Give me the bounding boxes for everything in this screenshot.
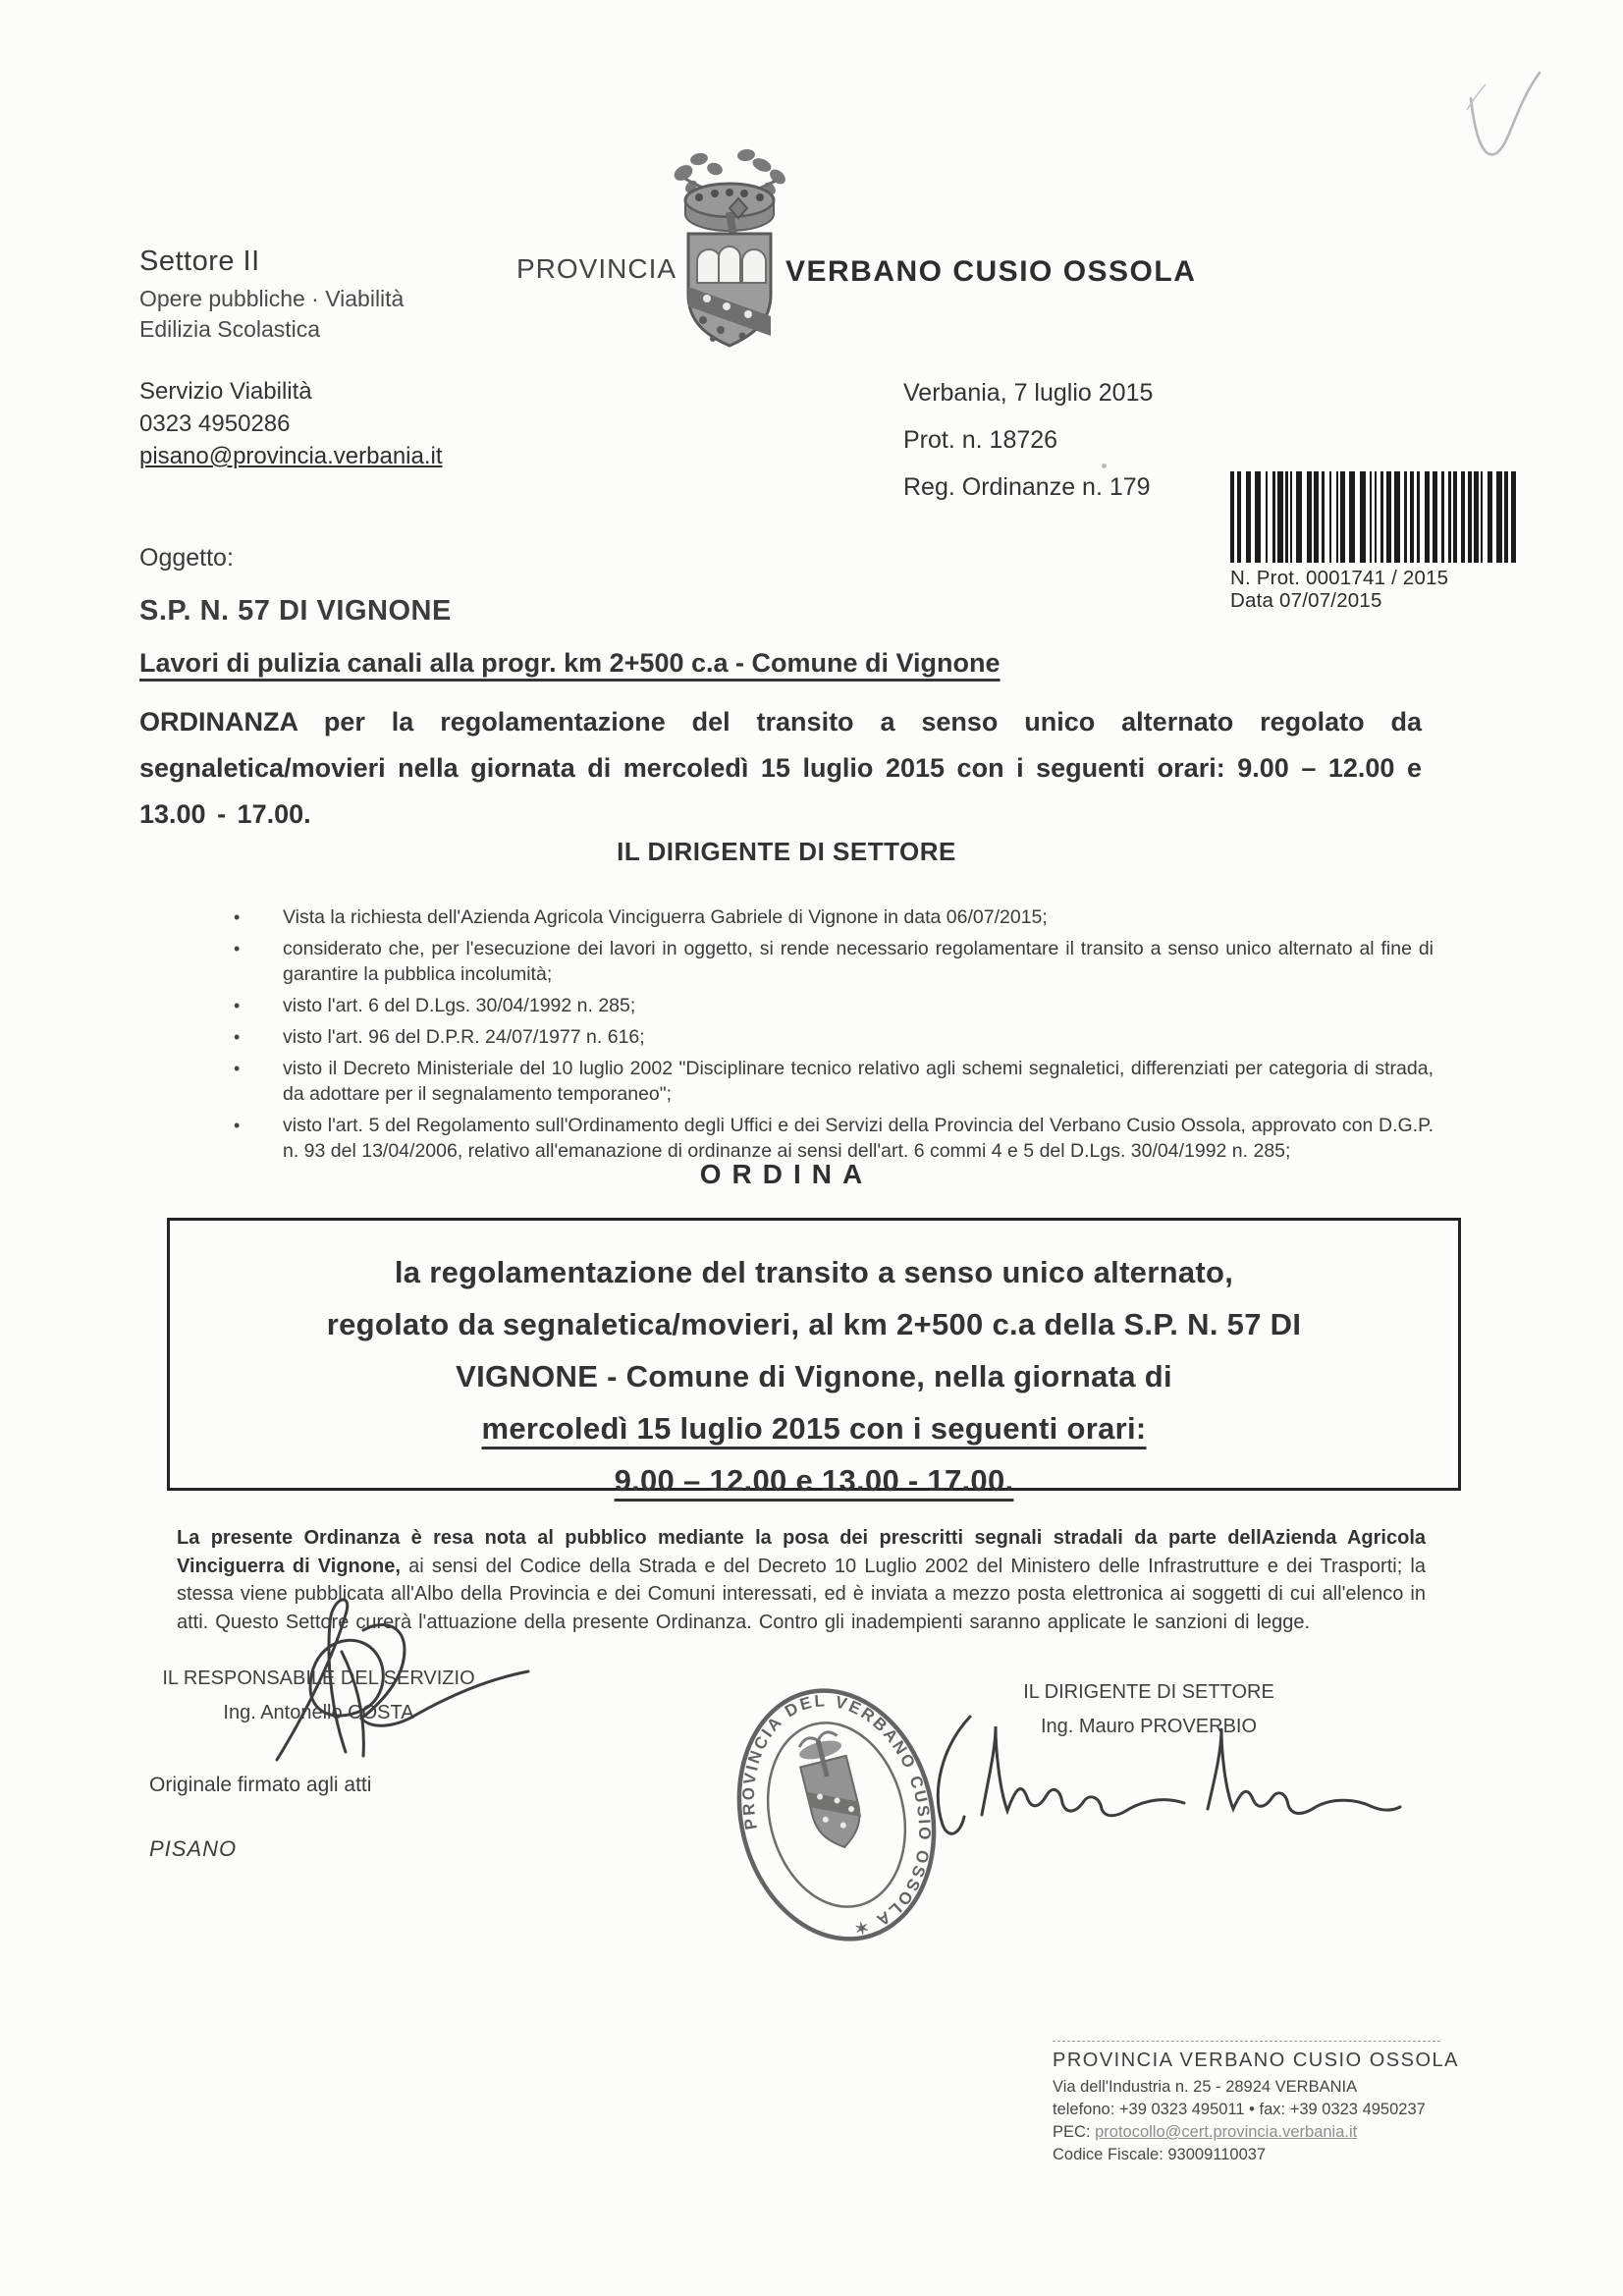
left-signature-name: Ing. Antonello COSTA bbox=[223, 1702, 414, 1723]
order-line4: mercoledì 15 luglio 2015 con i seguenti orari: bbox=[481, 1411, 1147, 1446]
provincia-label: PROVINCIA bbox=[516, 253, 677, 284]
subject-road: S.P. N. 57 DI VIGNONE bbox=[139, 595, 452, 627]
order-line1: la regolamentazione del transito a senso unico alternato, bbox=[394, 1255, 1234, 1289]
sector-block bbox=[139, 246, 404, 345]
premise-item: • visto l'art. 6 del D.Lgs. 30/04/1992 n. 285; bbox=[283, 993, 1434, 1018]
barcode-date-line: Data 07/07/2015 bbox=[1230, 589, 1382, 612]
notice-regular: ai sensi del Codice della Strada e del Decreto 10 Luglio 2002 del Ministero delle Infrastrutture e dei Trasporti; la stessa viene pubblicata all'Albo della Provincia e dei Comuni interessati, ed è inviata a mezzo posta elettronica ai soggetti di cui all'elenco in atti. Questo Settore curerà l'attuazione della presente Ordinanza. Contro gli inadempienti saranno applicate le sanzioni di legge. bbox=[177, 1555, 1426, 1633]
director-heading: IL DIRIGENTE DI SETTORE bbox=[617, 837, 956, 866]
order-box bbox=[167, 1218, 1461, 1498]
footer-pec-label: PEC: bbox=[1053, 2123, 1096, 2141]
footer-divider bbox=[1053, 2041, 1440, 2042]
subject-label: Oggetto: bbox=[139, 544, 234, 572]
protocol-number: Prot. n. 18726 bbox=[903, 426, 1058, 454]
notice-bold: La presente Ordinanza è resa nota al pubblico mediante la posa dei prescritti segnali stradali da parte dellAzienda Agricola Vinciguerra di Vignone, bbox=[177, 1527, 1426, 1577]
scan-speck bbox=[1102, 464, 1107, 468]
footer-address: Via dell'Industria n. 25 - 28924 VERBANIA bbox=[1053, 2078, 1358, 2096]
original-note: Originale firmato agli atti bbox=[149, 1774, 372, 1796]
premise-item: • visto l'art. 5 del Regolamento sull'Ordinamento degli Uffici e dei Servizi della Provincia del Verbano Cusio Ossola, approvato con D.G.P. n. 93 del 13/04/2006, relativo all'emanazione di ordinanze ai sensi dell'art. 6 commi 4 e 5 del D.Lgs. 30/04/1992 n. 285; bbox=[283, 1113, 1434, 1164]
checkmark-icon bbox=[1453, 67, 1546, 180]
footer-pec-line bbox=[1053, 2121, 1524, 2144]
sector-line1: Opere pubbliche · Viabilità bbox=[139, 286, 405, 311]
premise-item: • considerato che, per l'esecuzione dei lavori in oggetto, si rende necessario regolamentare il transito a senso unico alternato al fine di garantire la pubblica incolumità; bbox=[283, 936, 1434, 987]
footer-org: PROVINCIA VERBANO CUSIO OSSOLA bbox=[1053, 2050, 1459, 2071]
footer-pec-link[interactable]: protocollo@cert.provincia.verbania.it bbox=[1095, 2123, 1358, 2141]
right-signature-name: Ing. Mauro PROVERBIO bbox=[1040, 1716, 1258, 1737]
ordinance-intro: ORDINANZA per la regolamentazione del transito a senso unico alternato regolato da segnaletica/movieri nella giornata di mercoledì 15 luglio 2015 con i seguenti orari: 9.00 – 12.00 e 13.00 - 17.00. bbox=[139, 707, 1422, 829]
order-line2: regolato da segnaletica/movieri, al km 2+500 c.a della S.P. N. 57 DI bbox=[326, 1307, 1302, 1341]
province-name: VERBANO CUSIO OSSOLA bbox=[785, 255, 1197, 288]
costa-signature-graphic bbox=[216, 1593, 550, 1779]
meta-block bbox=[903, 379, 1153, 520]
stamp-ring-text: PROVINCIA DEL VERBANO CUSIO OSSOLA ✶ bbox=[738, 1691, 935, 1939]
place-date: Verbania, 7 luglio 2015 bbox=[903, 379, 1154, 407]
subject-works: Lavori di pulizia canali alla progr. km 2+500 c.a - Comune di Vignone bbox=[139, 648, 1001, 678]
contact-phone: 0323 4950286 bbox=[139, 410, 291, 437]
contact-block bbox=[139, 375, 443, 472]
order-line5: 9.00 – 12.00 e 13.00 - 17.00. bbox=[614, 1463, 1014, 1498]
provincial-crest-icon bbox=[656, 143, 803, 355]
premises-list bbox=[283, 904, 1434, 1170]
proverbio-signature-graphic bbox=[913, 1699, 1424, 1856]
author-initials: PISANO bbox=[149, 1836, 238, 1861]
footer-block bbox=[1053, 2041, 1524, 2166]
footer-phones: telefono: +39 0323 495011 • fax: +39 0323 4950237 bbox=[1053, 2101, 1426, 2118]
barcode-prot-line: N. Prot. 0001741 / 2015 bbox=[1230, 567, 1449, 589]
premise-item: • visto il Decreto Ministeriale del 10 luglio 2002 "Disciplinare tecnico relativo agli schemi segnaletici, differenziati per categoria di strada, da adottare per il segnalamento temporaneo"; bbox=[283, 1056, 1434, 1107]
footer-fiscal-code: Codice Fiscale: 93009110037 bbox=[1053, 2146, 1267, 2163]
premise-item: • Vista la richiesta dell'Azienda Agricola Vinciguerra Gabriele di Vignone in data 06/07/2015; bbox=[283, 904, 1434, 930]
contact-email-link[interactable]: pisano@provincia.verbania.it bbox=[139, 443, 443, 469]
left-signature-title: IL RESPONSABILE DEL SERVIZIO bbox=[162, 1667, 475, 1689]
registry-number: Reg. Ordinanze n. 179 bbox=[903, 473, 1151, 501]
contact-service: Servizio Viabilità bbox=[139, 378, 312, 405]
barcode-bars bbox=[1230, 471, 1521, 563]
protocol-barcode bbox=[1230, 471, 1521, 612]
sector-line2: Edilizia Scolastica bbox=[139, 316, 321, 342]
right-signature-title: IL DIRIGENTE DI SETTORE bbox=[1023, 1681, 1274, 1703]
order-line3: VIGNONE - Comune di Vignone, nella giornata di bbox=[456, 1359, 1172, 1394]
premise-item: • visto l'art. 96 del D.P.R. 24/07/1977 n. 616; bbox=[283, 1024, 1434, 1050]
sector-title: Settore II bbox=[139, 246, 260, 277]
ordina-heading: ORDINA bbox=[699, 1159, 874, 1189]
